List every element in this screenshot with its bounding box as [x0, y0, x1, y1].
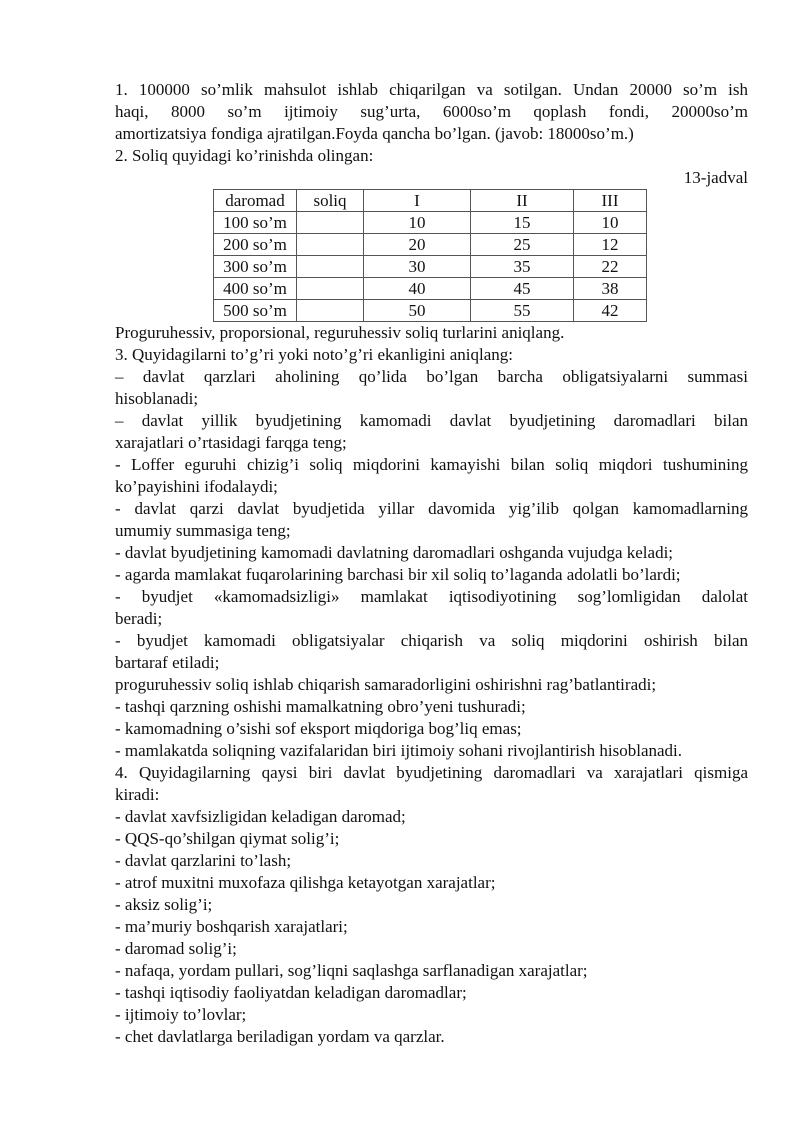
table-cell: 400 so’m: [214, 278, 297, 300]
q3-item-line: – davlat qarzlari aholining qo’lida bo’lgan barcha obligatsiyalarni summasi: [115, 367, 748, 386]
q3-item-line: bartaraf etiladi;: [115, 653, 220, 672]
q3-item-line: - byudjet kamomadi obligatsiyalar chiqarish va soliq miqdorini oshirish bilan: [115, 631, 748, 650]
q4-item: - nafaqa, yordam pullari, sog’liqni saqlashga sarflanadigan xarajatlar;: [115, 961, 588, 980]
document-page: [115, 79, 748, 1048]
table-header-cell: I: [364, 190, 471, 212]
q3-item-line: - kamomadning o’sishi sof eksport miqdoriga bog’liq emas;: [115, 719, 522, 738]
q3-item-line: hisoblanadi;: [115, 389, 199, 408]
table-cell: 45: [471, 278, 574, 300]
q4-title-line-1: 4. Quyidagilarning qaysi biri davlat byudjetining daromadlari va xarajatlari qismiga: [115, 763, 748, 782]
q4-item: - atrof muxitni muxofaza qilishga ketayotgan xarajatlar;: [115, 873, 496, 892]
table-row: [214, 256, 647, 278]
table-caption: 13-jadval: [683, 168, 748, 187]
q3-item-line: - tashqi qarzning oshishi mamalkatning obro’yeni tushuradi;: [115, 697, 526, 716]
q3-item-line: umumiy summasiga teng;: [115, 521, 291, 540]
table-cell: 55: [471, 300, 574, 322]
table-row: [214, 300, 647, 322]
table-row: [214, 212, 647, 234]
table-row: [214, 234, 647, 256]
q4-item: - ijtimoiy to’lovlar;: [115, 1005, 247, 1024]
q3-item-line: – davlat yillik byudjetining kamomadi davlat byudjetining daromadlari bilan: [115, 411, 748, 430]
table-header-cell: soliq: [297, 190, 364, 212]
table-cell: 100 so’m: [214, 212, 297, 234]
table-cell: 300 so’m: [214, 256, 297, 278]
table-header-cell: daromad: [214, 190, 297, 212]
table-cell: 12: [574, 234, 647, 256]
tax-table: [213, 189, 647, 322]
table-header-row: [214, 190, 647, 212]
q3-item-line: xarajatlari o’rtasidagi farqga teng;: [115, 433, 347, 452]
q3-item-line: beradi;: [115, 609, 163, 628]
q1-line-2: haqi, 8000 so’m ijtimoiy sug’urta, 6000so’m qoplash fondi, 20000so’m: [115, 102, 748, 121]
q4-item: - chet davlatlarga beriladigan yordam va qarzlar.: [115, 1027, 445, 1046]
table-cell: 40: [364, 278, 471, 300]
q3-title: 3. Quyidagilarni to’g’ri yoki noto’g’ri ekanligini aniqlang:: [115, 345, 513, 364]
q3-item-line: - agarda mamlakat fuqarolarining barchasi bir xil soliq to’laganda adolatli bo’lardi;: [115, 565, 681, 584]
q3-item-line: - mamlakatda soliqning vazifalaridan biri ijtimoiy sohani rivojlantirish hisoblanadi.: [115, 741, 683, 760]
table-cell: 10: [364, 212, 471, 234]
q3-item-line: - davlat qarzi davlat byudjetida yillar davomida yig’ilib qolgan kamomadlarning: [115, 499, 748, 518]
table-header-cell: II: [471, 190, 574, 212]
table-cell: 25: [471, 234, 574, 256]
table-cell: 30: [364, 256, 471, 278]
table-cell: [297, 212, 364, 234]
q4-item: - ma’muriy boshqarish xarajatlari;: [115, 917, 348, 936]
q1-line-3: amortizatsiya fondiga ajratilgan.Foyda qancha bo’lgan. (javob: 18000so’m.): [115, 124, 634, 143]
q4-item: - QQS-qo’shilgan qiymat solig’i;: [115, 829, 340, 848]
table-row: [214, 278, 647, 300]
table-cell: 15: [471, 212, 574, 234]
q4-item: - aksiz solig’i;: [115, 895, 213, 914]
table-cell: [297, 256, 364, 278]
q3-item-line: - Loffer eguruhi chizig’i soliq miqdorini kamayishi bilan soliq miqdori tushumining: [115, 455, 748, 474]
q4-item: - tashqi iqtisodiy faoliyatdan keladigan daromadlar;: [115, 983, 467, 1002]
table-cell: [297, 278, 364, 300]
table-cell: 200 so’m: [214, 234, 297, 256]
table-cell: 35: [471, 256, 574, 278]
q3-item-line: ko’payishini ifodalaydi;: [115, 477, 278, 496]
table-header-cell: III: [574, 190, 647, 212]
q4-item: - daromad solig’i;: [115, 939, 237, 958]
q3-item-line: - byudjet «kamomadsizligi» mamlakat iqtisodiyotining sog’lomligidan dalolat: [115, 587, 748, 606]
table-cell: [297, 234, 364, 256]
table-cell: 50: [364, 300, 471, 322]
table-cell: 10: [574, 212, 647, 234]
table-cell: 42: [574, 300, 647, 322]
table-cell: 38: [574, 278, 647, 300]
table-cell: 22: [574, 256, 647, 278]
table-cell: 500 so’m: [214, 300, 297, 322]
q3-item-line: proguruhessiv soliq ishlab chiqarish samaradorligini oshirishni rag’batlantiradi;: [115, 675, 657, 694]
q3-item-line: - davlat byudjetining kamomadi davlatning daromadlari oshganda vujudga keladi;: [115, 543, 674, 562]
q1-line-1: 1. 100000 so’mlik mahsulot ishlab chiqarilgan va sotilgan. Undan 20000 so’m ish: [115, 80, 748, 99]
q2-after-text: Proguruhessiv, proporsional, reguruhessiv soliq turlarini aniqlang.: [115, 323, 565, 342]
q4-title-line-2: kiradi:: [115, 785, 160, 804]
table-cell: 20: [364, 234, 471, 256]
q2-title: 2. Soliq quyidagi ko’rinishda olingan:: [115, 146, 374, 165]
q4-item: - davlat xavfsizligidan keladigan daromad;: [115, 807, 406, 826]
table-cell: [297, 300, 364, 322]
q4-item: - davlat qarzlarini to’lash;: [115, 851, 292, 870]
